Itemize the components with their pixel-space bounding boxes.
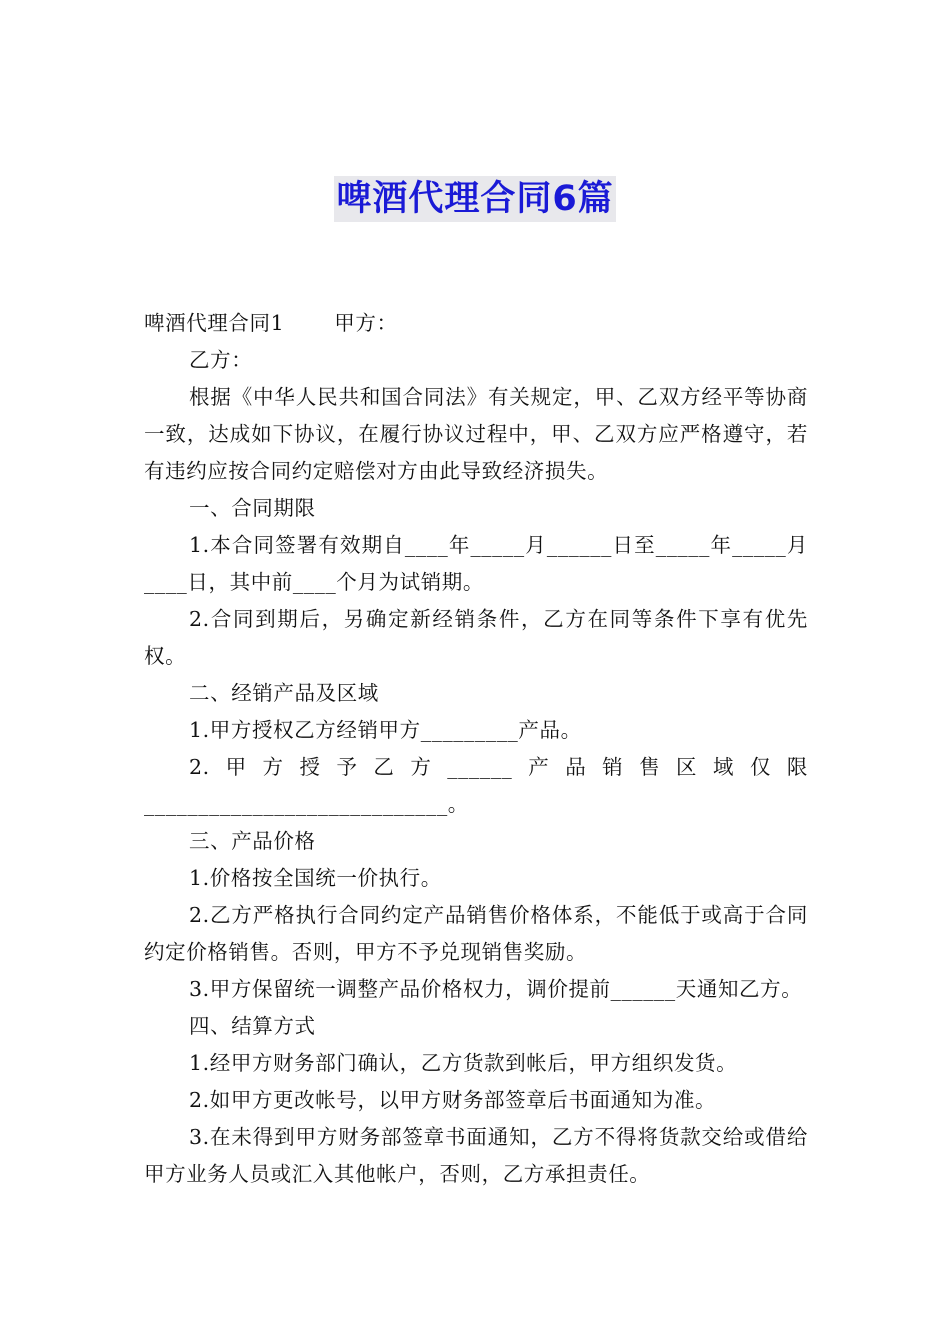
clause-price-3: 3.甲方保留统一调整产品价格权力，调价提前______天通知乙方。 bbox=[189, 977, 803, 1001]
document-title: 啤酒代理合同6篇 bbox=[334, 176, 615, 222]
clause-settlement-3: 3.在未得到甲方财务部签章书面通知，乙方不得将货款交给或借给甲方业务人员或汇入其他帐户，否则，乙方承担责任。 bbox=[144, 1125, 808, 1186]
clause-price-1: 1.价格按全国统一价执行。 bbox=[189, 866, 442, 890]
title-container bbox=[0, 176, 950, 222]
clause-term-2: 2.合同到期后，另确定新经销条件，乙方在同等条件下享有优先权。 bbox=[144, 607, 808, 668]
section-heading-term: 一、合同期限 bbox=[189, 496, 316, 520]
document-body bbox=[144, 305, 808, 1193]
section-heading-products: 二、经销产品及区域 bbox=[189, 681, 379, 705]
clause-settlement-1: 1.经甲方财务部门确认，乙方货款到帐后，甲方组织发货。 bbox=[189, 1051, 738, 1075]
clause-products-1: 1.甲方授权乙方经销甲方_________产品。 bbox=[189, 718, 582, 742]
party-a-label: 甲方： bbox=[334, 311, 398, 335]
section-heading-price: 三、产品价格 bbox=[189, 829, 316, 853]
clause-settlement-2: 2.如甲方更改帐号，以甲方财务部签章后书面通知为准。 bbox=[189, 1088, 717, 1112]
clause-price-2: 2.乙方严格执行合同约定产品销售价格体系，不能低于或高于合同约定价格销售。否则，甲方不予兑现销售奖励。 bbox=[144, 903, 808, 964]
paragraph-preamble: 根据《中华人民共和国合同法》有关规定，甲、乙双方经平等协商一致，达成如下协议，在履行协议过程中，甲、乙双方应严格遵守，若有违约应按合同约定赔偿对方由此导致经济损失。 bbox=[144, 385, 808, 483]
intro-line bbox=[144, 305, 808, 342]
section-heading-settlement: 四、结算方式 bbox=[189, 1014, 316, 1038]
clause-term-1: 1.本合同签署有效期自____年_____月______日至_____年_____月____日，其中前____个月为试销期。 bbox=[144, 533, 808, 594]
party-b-label: 乙方： bbox=[189, 348, 253, 372]
clause-products-2: 2.甲方授予乙方______产品销售区域仅限____________________________。 bbox=[144, 755, 808, 816]
contract-heading: 啤酒代理合同1 bbox=[144, 311, 285, 335]
